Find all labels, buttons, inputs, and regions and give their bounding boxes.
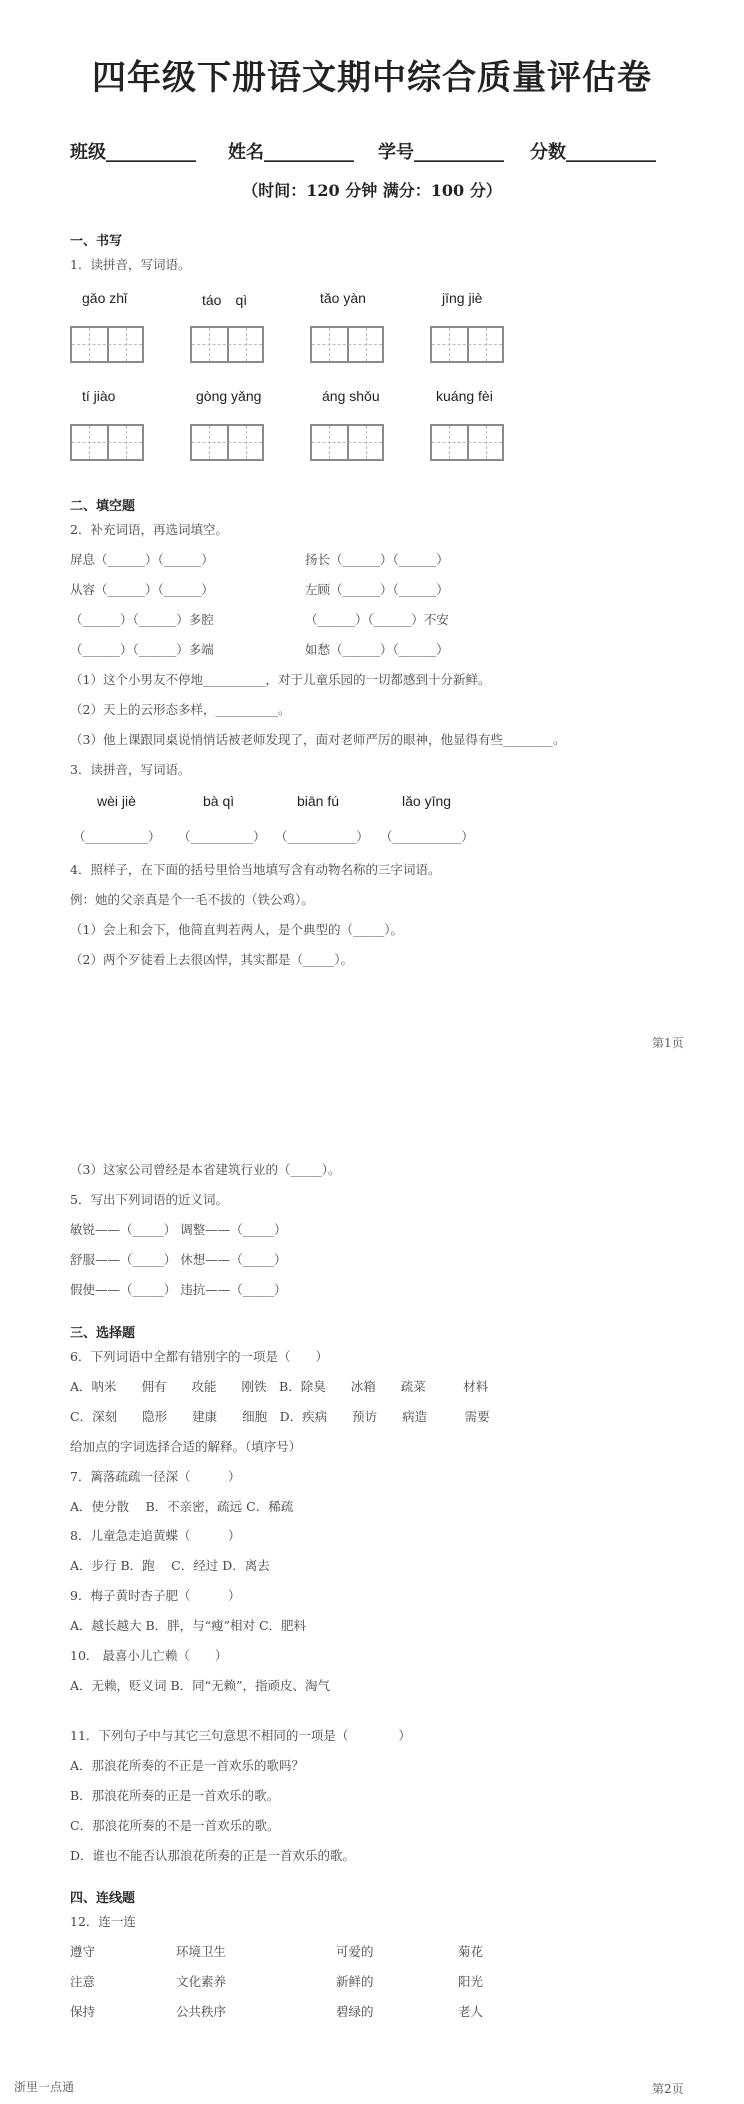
page-title: 四年级下册语文期中综合质量评估卷 <box>92 58 652 98</box>
writing-grid[interactable] <box>70 424 144 461</box>
pinyin: biān fú <box>297 793 340 809</box>
sentence-1: （1）这个小男友不停地__________，对于儿童乐园的一切都感到十分新鲜。 <box>70 672 491 687</box>
option-c: C．那浪花所奏的不是一首欢乐的歌。 <box>70 1818 280 1833</box>
question-8: 8．儿童急走追黄蝶（ ） <box>70 1528 241 1543</box>
question-1: 1．读拼音，写词语。 <box>70 257 191 272</box>
match-item[interactable]: 遵守 <box>70 1944 96 1959</box>
match-item[interactable]: 阳光 <box>458 1974 484 1989</box>
option-row: A．步行 B．跑 C．经过 D．离去 <box>70 1558 270 1573</box>
fill-item: 扬长（______）（______） <box>305 552 449 567</box>
match-item[interactable]: 老人 <box>458 2004 484 2019</box>
writing-grid[interactable] <box>430 326 504 363</box>
match-item[interactable]: 菊花 <box>458 1944 484 1959</box>
option-d: D．谁也不能否认那浪花所奏的正是一首欢乐的歌。 <box>70 1848 356 1863</box>
sentence-2: （2）天上的云形态多样，__________。 <box>70 702 291 717</box>
option-row: A．使分散 B．不亲密，疏远 C．稀疏 <box>70 1499 294 1514</box>
name-field: 姓名__________ <box>228 142 354 163</box>
question-4-item: （3）这家公司曾经是本省建筑行业的（_____）。 <box>70 1162 341 1177</box>
writing-grid[interactable] <box>310 326 384 363</box>
match-item[interactable]: 保持 <box>70 2004 96 2019</box>
option-row: A．无赖，贬义词 B．同“无赖”，指顽皮、淘气 <box>70 1678 330 1693</box>
question-2: 2．补充词语，再选词填空。 <box>70 522 228 537</box>
sentence-3: （3）他上课跟同桌说悄悄话被老师发现了，面对老师严厉的眼神，他显得有些________。 <box>70 732 566 747</box>
student-id-field: 学号__________ <box>378 142 504 163</box>
question-4: 4．照样子，在下面的括号里恰当地填写含有动物名称的三字词语。 <box>70 862 441 877</box>
instruction: 给加点的字词选择合适的解释。（填序号） <box>70 1439 302 1454</box>
option-row: A．越长越大 B．胖，与“瘦”相对 C．肥料 <box>70 1618 307 1633</box>
synonym-row: 假使——（_____） 违抗——（_____） <box>70 1282 287 1297</box>
section-1-title: 一、书写 <box>70 234 123 249</box>
question-12: 12．连一连 <box>70 1914 136 1929</box>
question-11: 11．下列句子中与其它三句意思不相同的一项是（ ） <box>70 1728 411 1743</box>
pinyin: lǎo yīng <box>402 793 452 809</box>
question-4-example: 例：她的父亲真是个一毛不拔的（铁公鸡）。 <box>70 892 314 907</box>
pinyin: tí jiào <box>82 388 116 404</box>
match-item[interactable]: 新鲜的 <box>336 1974 374 1989</box>
section-4-title: 四、连线题 <box>70 1891 136 1906</box>
match-item[interactable]: 碧绿的 <box>336 2004 374 2019</box>
question-4-item: （1）会上和会下，他简直判若两人，是个典型的（_____）。 <box>70 922 403 937</box>
question-6: 6．下列词语中全都有错别字的一项是（ ） <box>70 1349 328 1364</box>
answer-blank[interactable]: （__________） <box>178 829 266 844</box>
question-7: 7．篱落疏疏一径深（ ） <box>70 1469 241 1484</box>
writing-grid[interactable] <box>190 424 264 461</box>
fill-item: 从容（______）（______） <box>70 582 214 597</box>
match-item[interactable]: 文化素养 <box>176 1974 227 1989</box>
footer-source: 浙里一点通 <box>14 2080 75 2094</box>
pinyin: wèi jiè <box>97 793 136 809</box>
question-3: 3．读拼音，写词语。 <box>70 762 191 777</box>
pinyin: tǎo yàn <box>320 290 366 306</box>
writing-grid[interactable] <box>190 326 264 363</box>
question-10: 10． 最喜小儿亡赖（ ） <box>70 1648 228 1663</box>
match-item[interactable]: 可爱的 <box>336 1944 374 1959</box>
match-item[interactable]: 环境卫生 <box>176 1944 227 1959</box>
class-field: 班级__________ <box>70 142 196 163</box>
pinyin: kuáng fèi <box>436 388 493 404</box>
answer-blank[interactable]: （___________） <box>380 829 474 844</box>
pinyin: jīng jiè <box>442 290 483 306</box>
pinyin: táo qì <box>202 292 248 308</box>
fill-item: 左顾（______）（______） <box>305 582 449 597</box>
page-number: 第1页 <box>652 1036 684 1050</box>
writing-grid[interactable] <box>70 326 144 363</box>
synonym-row: 敏锐——（_____） 调整——（_____） <box>70 1222 287 1237</box>
match-item[interactable]: 公共秩序 <box>176 2004 227 2019</box>
question-9: 9．梅子黄时杏子肥（ ） <box>70 1588 241 1603</box>
pinyin: gǎo zhǐ <box>82 290 128 306</box>
writing-grid[interactable] <box>310 424 384 461</box>
option-b: B．那浪花所奏的正是一首欢乐的歌。 <box>70 1788 280 1803</box>
fill-item: 屏息（______）（______） <box>70 552 214 567</box>
synonym-row: 舒服——（_____） 休想——（_____） <box>70 1252 287 1267</box>
match-item[interactable]: 注意 <box>70 1974 96 1989</box>
section-2-title: 二、填空题 <box>70 499 136 514</box>
option-row: A．呐米 佣有 攻能 刚铁 B．除臭 冰箱 疏菜 材料 <box>70 1379 489 1394</box>
question-4-item: （2）两个歹徒看上去很凶悍，其实都是（_____）。 <box>70 952 353 967</box>
question-5: 5．写出下列词语的近义词。 <box>70 1192 228 1207</box>
fill-item: （______）（______）不安 <box>305 612 449 627</box>
option-a: A．那浪花所奏的不正是一首欢乐的歌吗？ <box>70 1758 305 1773</box>
fill-item: （______）（______）多腔 <box>70 612 214 627</box>
fill-item: 如愁（______）（______） <box>305 642 449 657</box>
pinyin: gòng yǎng <box>196 388 262 404</box>
pinyin: áng shǒu <box>322 388 380 404</box>
answer-blank[interactable]: （___________） <box>275 829 369 844</box>
answer-blank[interactable]: （__________） <box>73 829 161 844</box>
option-row: C．深刻 隐形 建康 细胞 D．疾病 预访 病造 需要 <box>70 1409 490 1424</box>
time-score-line: （时间：120 分钟 满分：100 分） <box>242 181 502 200</box>
fill-item: （______）（______）多端 <box>70 642 214 657</box>
pinyin: bà qì <box>203 793 235 809</box>
page-number: 第2页 <box>652 2082 684 2096</box>
writing-grid[interactable] <box>430 424 504 461</box>
score-field: 分数__________ <box>530 142 656 163</box>
section-3-title: 三、选择题 <box>70 1326 136 1341</box>
